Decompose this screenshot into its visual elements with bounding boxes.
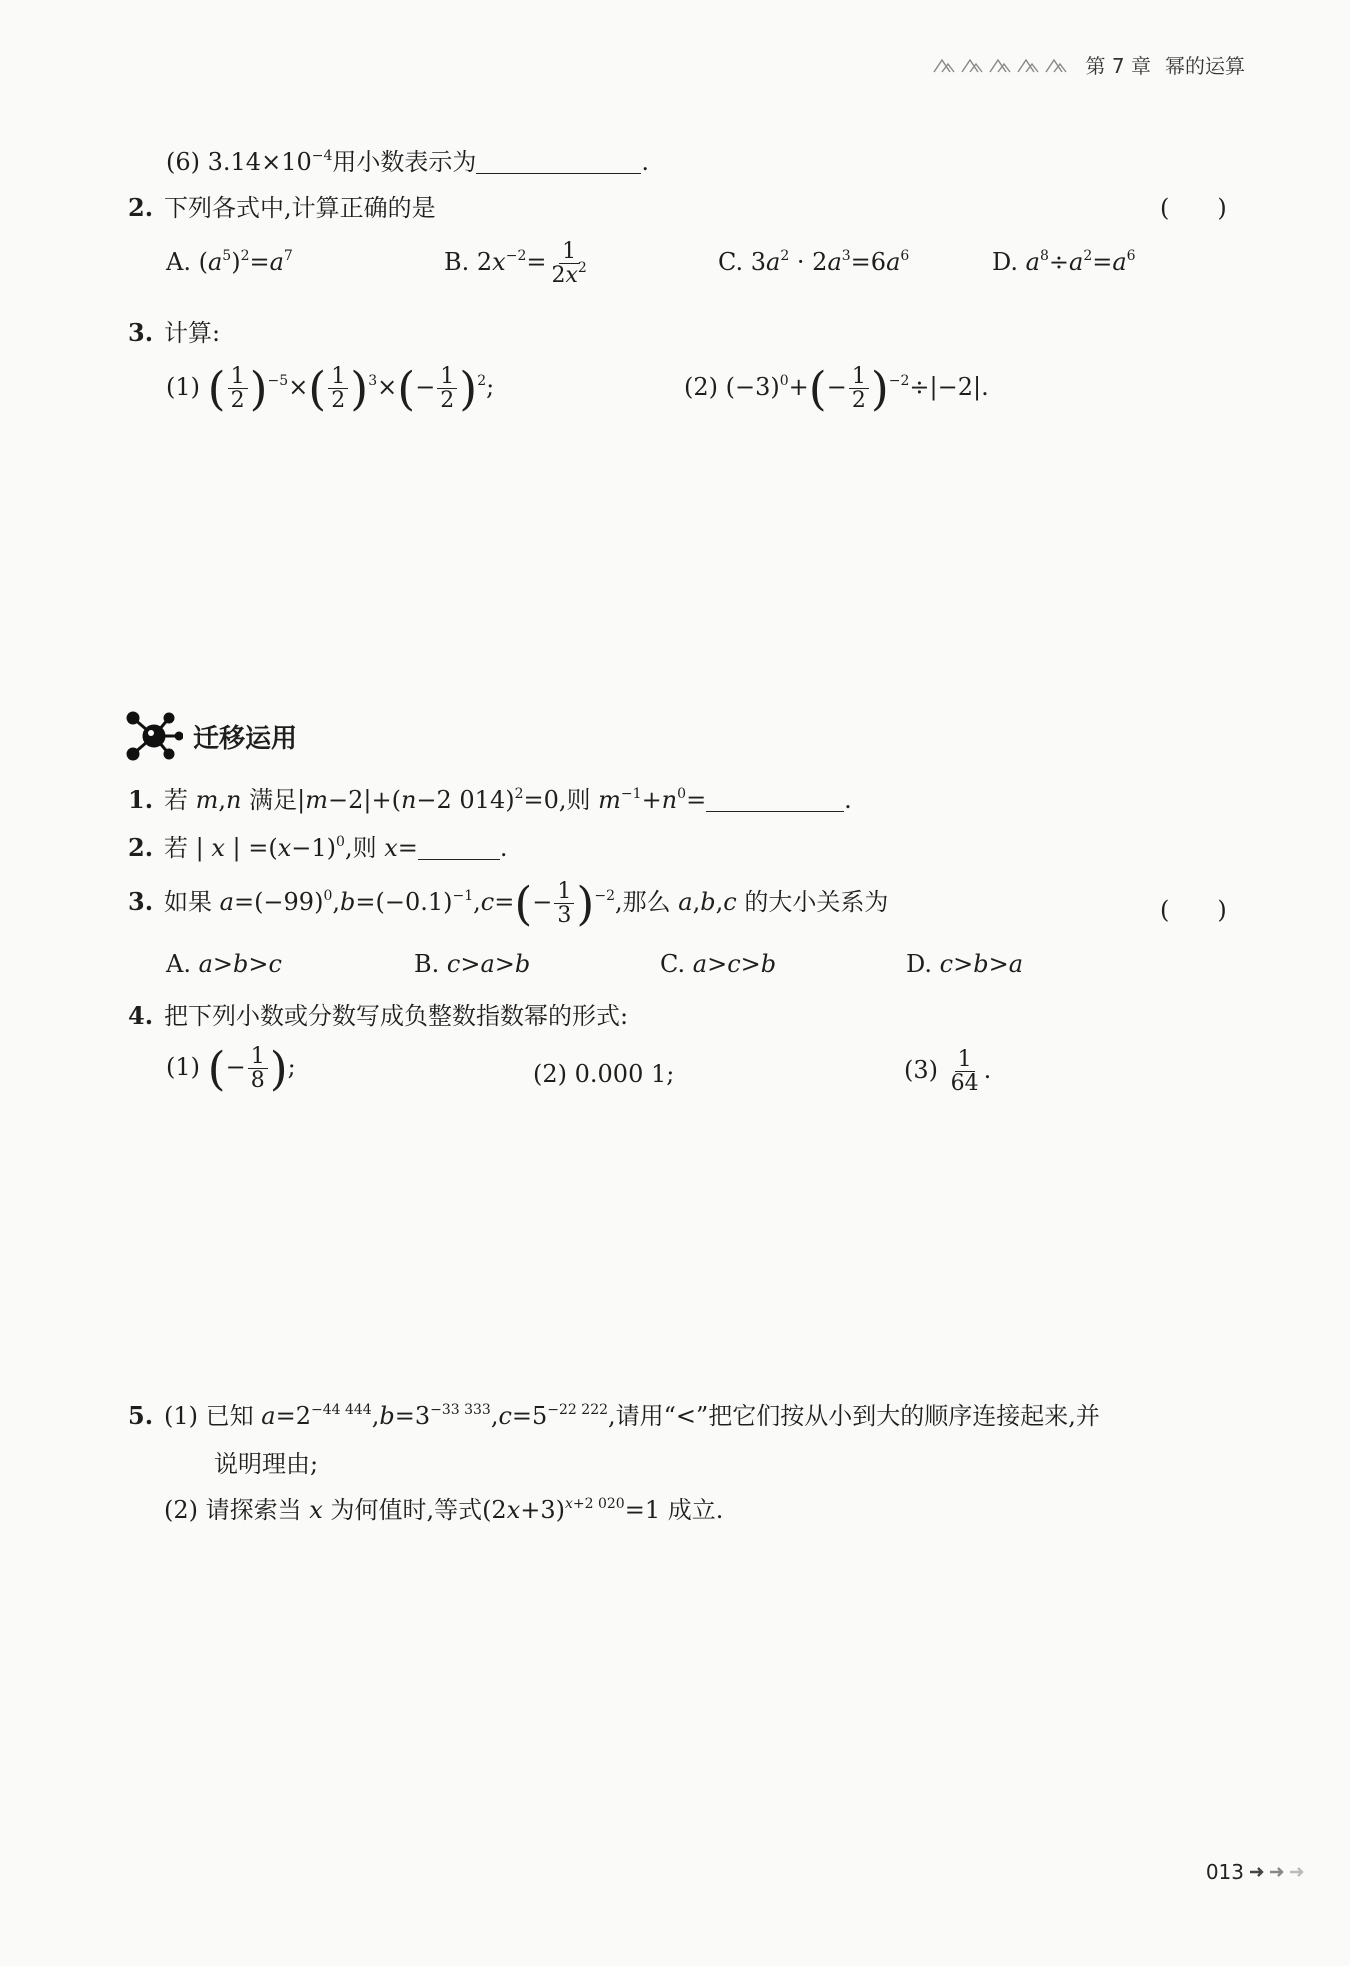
molecule-icon — [125, 710, 183, 762]
transfer-question-3: 3. 如果 $a=(-99)^0,b=(-0.1)^{-1},c=(-$ $\frac{1}{3}$ )$^{-2}$,那么 a,b,c 的大小关系为 — [128, 876, 889, 931]
option-b[interactable]: B. c>a>b — [414, 950, 531, 978]
answer-blank[interactable] — [706, 787, 844, 812]
question-3-part-1: (1) ( $\frac{1}{2}$ )$^{-5}$×( $\frac{1}{2}$ )$^3$×(− $\frac{1}{2}$ )$^2$; — [166, 361, 495, 416]
transfer-question-4: 4. 把下列小数或分数写成负整数指数幂的形式: — [128, 1001, 629, 1030]
option-c[interactable]: C. $3a^2 \cdot 2a^3=6a^6$ — [718, 248, 910, 276]
page-footer — [1206, 1860, 1308, 1884]
section-title: 迁移运用 — [125, 710, 297, 762]
transfer-question-5-part-1: 5. (1) 已知 $a=2^{-44 444},b=3^{-33 333},c=5^{-22 222}$,请用“<”把它们按从小到大的顺序连接起来,并 — [128, 1401, 1100, 1430]
chapter-title: 幂的运算 — [1165, 54, 1245, 78]
answer-blank[interactable] — [476, 149, 641, 174]
question-3-part-2: (2) $(-3)^0+(-$ $\frac{1}{2}$ )$^{-2}$÷|−2|. — [684, 361, 989, 416]
transfer-question-2: 2. 若 | x | $=(x-1)^0$,则 x= . — [128, 833, 508, 862]
option-a[interactable]: A. $(a^5)^2=a^7$ — [166, 248, 293, 276]
question-2-line: 2. 下列各式中,计算正确的是 — [128, 193, 436, 222]
option-c[interactable]: C. a>c>b — [660, 950, 777, 978]
page-number: 013 — [1205, 1860, 1244, 1884]
transfer-question-4-part-3: (3) $\frac{1}{64}$ . — [904, 1047, 992, 1097]
answer-parenthesis[interactable]: ( ) — [1160, 194, 1227, 222]
mountain-decoration-icon — [932, 56, 1072, 74]
option-d[interactable]: D. $a^8\div a^2=a^6$ — [992, 248, 1136, 276]
transfer-question-5-part-1-line-2: 说明理由; — [214, 1450, 319, 1478]
page-header — [932, 50, 1245, 79]
option-b[interactable]: B. $2x^{-2}=$ $\frac{1}{2x^2}$ — [444, 239, 587, 289]
option-a[interactable]: A. a>b>c — [166, 950, 282, 978]
transfer-question-4-part-1: (1) (− $\frac{1}{8}$ ); — [166, 1041, 296, 1096]
answer-parenthesis[interactable]: ( ) — [1160, 896, 1227, 924]
transfer-question-5-part-2: (2) 请探索当 x 为何值时,等式$(2x+3)^{x+2 020}=1$ 成立. — [164, 1496, 724, 1524]
question-3-line: 3. 计算: — [128, 318, 221, 347]
question-6-line: (6) $3.14\times 10^{-4}$用小数表示为 . — [166, 148, 650, 176]
option-d[interactable]: D. c>b>a — [906, 950, 1024, 978]
chapter-number: 第 7 章 — [1085, 54, 1151, 78]
transfer-question-1: 1. 若 m,n 满足|m−2|+(n−2 014)$^2$=0,则 $m^{-1}+n^0=$ . — [128, 785, 852, 814]
answer-blank[interactable] — [418, 835, 500, 860]
arrow-right-icon — [1248, 1865, 1308, 1879]
transfer-question-4-part-2: (2) 0.000 1; — [533, 1060, 675, 1088]
